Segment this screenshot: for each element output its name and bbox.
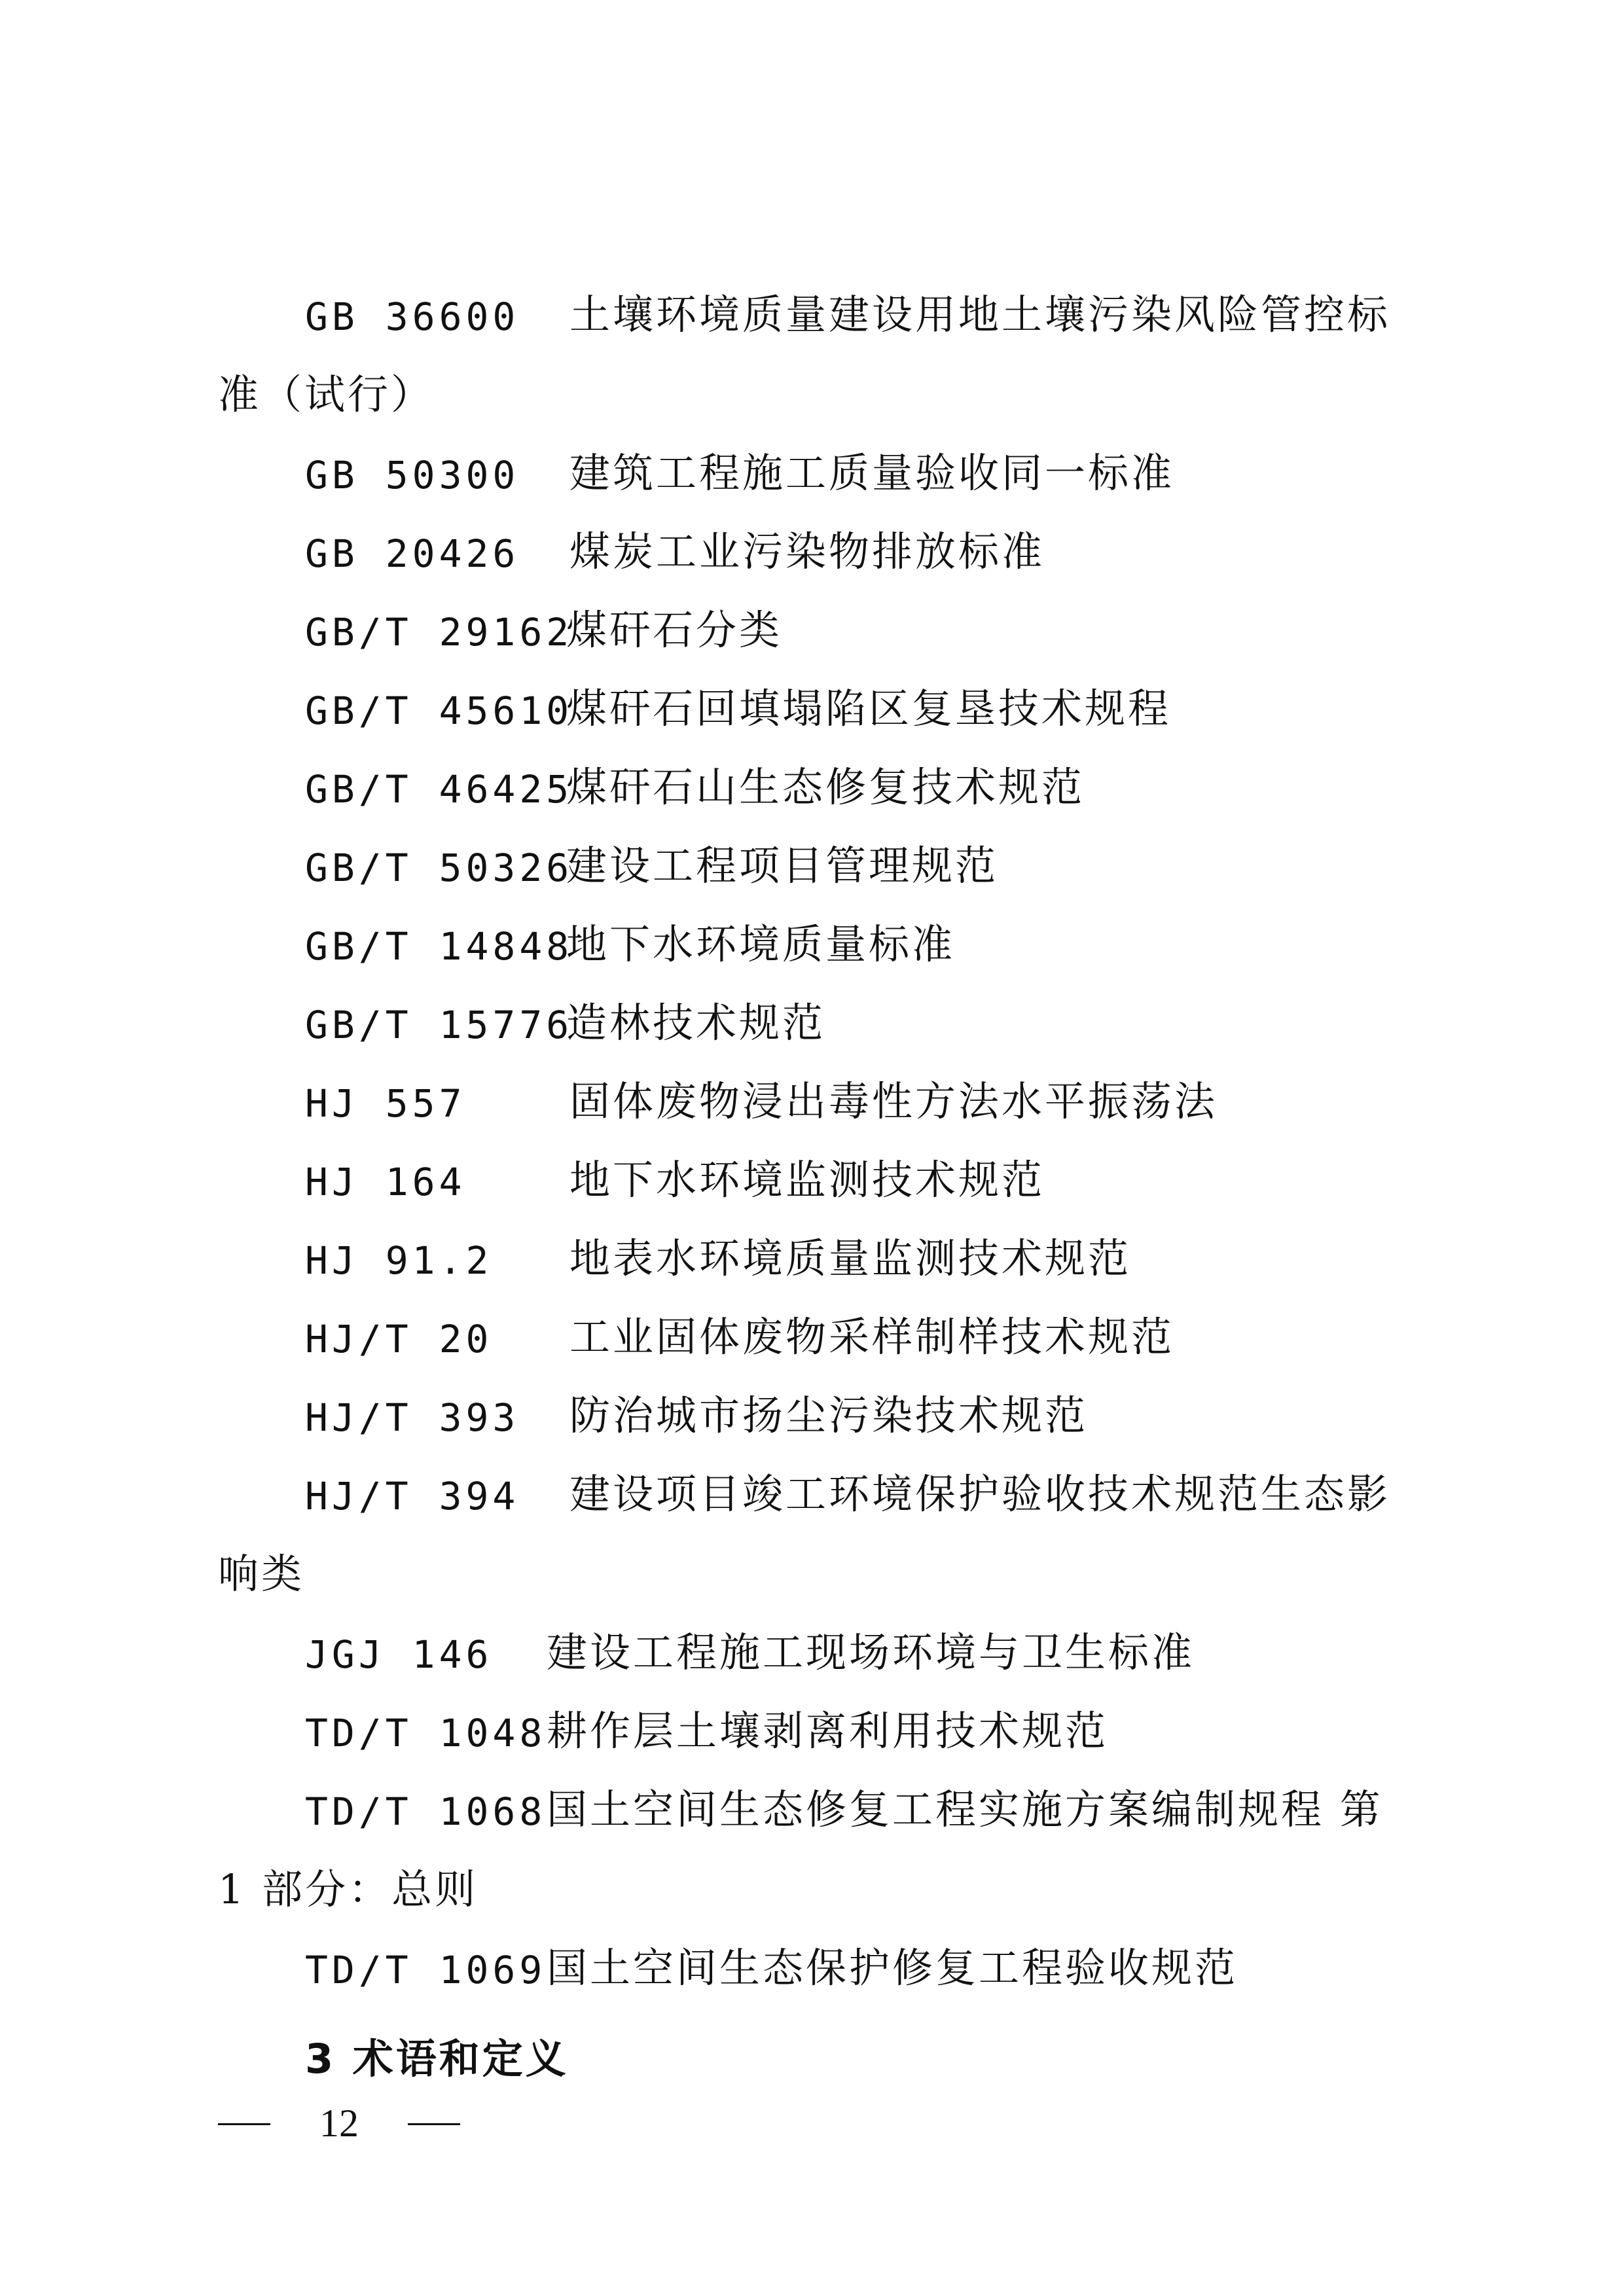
section-heading: 3 术语和定义	[305, 2035, 569, 2083]
reference-title: 国土空间生态保护修复工程验收规范	[547, 1944, 1238, 1992]
page-number: 12	[319, 2102, 359, 2145]
reference-code: TD/T 1048	[305, 1711, 547, 1755]
reference-code: HJ 164	[305, 1160, 466, 1204]
reference-title: 国土空间生态修复工程实施方案编制规程 第	[547, 1785, 1383, 1833]
reference-title-continuation: 响类	[218, 1550, 305, 1598]
reference-code: HJ/T 394	[305, 1474, 520, 1518]
reference-code: TD/T 1069	[305, 1948, 547, 1992]
page-footer	[218, 2101, 460, 2146]
reference-code: TD/T 1068	[305, 1789, 547, 1834]
reference-title: 建筑工程施工质量验收同一标准	[569, 449, 1175, 497]
reference-title: 工业固体废物采样制样技术规范	[569, 1313, 1175, 1361]
reference-code: GB 20426	[305, 531, 520, 576]
reference-code: HJ 91.2	[305, 1238, 493, 1283]
reference-code: HJ/T 20	[305, 1317, 493, 1361]
reference-title: 土壤环境质量建设用地土壤污染风险管控标	[569, 291, 1391, 338]
reference-code: GB/T 29162	[305, 610, 573, 655]
footer-dash-left	[218, 2123, 270, 2125]
reference-title: 地下水环境质量标准	[566, 920, 956, 968]
reference-title: 耕作层土壤剥离利用技术规范	[547, 1707, 1109, 1755]
reference-title: 固体废物浸出毒性方法水平振荡法	[569, 1077, 1218, 1125]
reference-code: GB/T 50326	[305, 846, 573, 890]
reference-title: 煤矸石分类	[566, 606, 783, 654]
reference-title: 防治城市扬尘污染技术规范	[569, 1391, 1089, 1439]
reference-title: 地下水环境监测技术规范	[569, 1156, 1045, 1204]
reference-title: 地表水环境质量监测技术规范	[569, 1234, 1132, 1282]
reference-code: GB 36600	[305, 295, 520, 339]
reference-code: GB/T 15776	[305, 1003, 573, 1047]
reference-title: 建设工程项目管理规范	[566, 842, 999, 889]
reference-title: 煤矸石山生态修复技术规范	[566, 763, 1085, 811]
reference-title-continuation: 1 部分：总则	[218, 1865, 478, 1913]
reference-code: GB 50300	[305, 453, 520, 497]
reference-code: GB/T 14848	[305, 924, 573, 969]
reference-title: 煤矸石回填塌陷区复垦技术规程	[566, 685, 1172, 732]
reference-title: 煤炭工业污染物排放标准	[569, 528, 1045, 575]
reference-code: JGJ 146	[305, 1632, 493, 1677]
reference-title: 建设项目竣工环境保护验收技术规范生态影	[569, 1470, 1391, 1518]
reference-code: GB/T 45610	[305, 689, 573, 733]
reference-code: HJ 557	[305, 1081, 466, 1126]
reference-code: GB/T 46425	[305, 767, 573, 812]
reference-title-continuation: 准（试行）	[218, 370, 435, 418]
reference-code: HJ/T 393	[305, 1395, 520, 1440]
reference-title: 造林技术规范	[566, 999, 826, 1047]
reference-title: 建设工程施工现场环境与卫生标准	[547, 1628, 1195, 1676]
footer-dash-right	[408, 2123, 460, 2125]
